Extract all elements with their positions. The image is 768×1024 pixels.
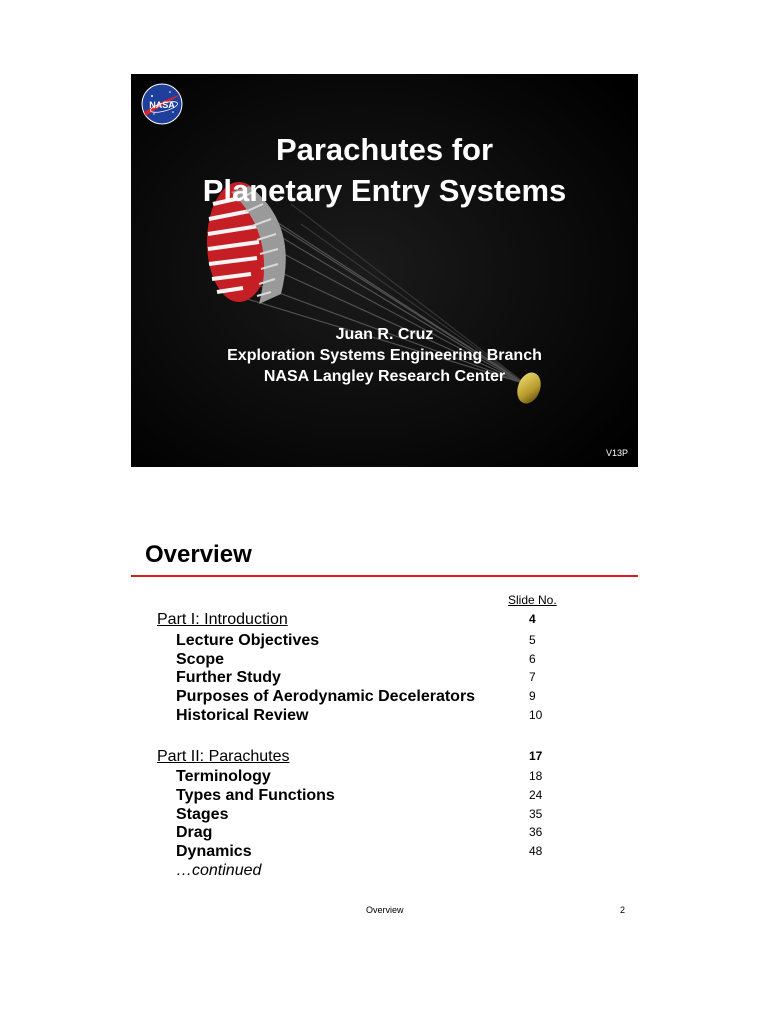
author-branch: Exploration Systems Engineering Branch bbox=[227, 347, 542, 364]
toc-item-label: Historical Review bbox=[176, 707, 309, 724]
toc-item-label: Lecture Objectives bbox=[176, 632, 320, 649]
toc-item-slide: 6 bbox=[529, 652, 536, 666]
toc-item-label: Stages bbox=[176, 806, 229, 823]
slide-title-line-2: Planetary Entry Systems bbox=[202, 173, 567, 208]
author-name: Juan R. Cruz bbox=[335, 326, 434, 343]
overview-title: Overview bbox=[145, 541, 252, 568]
toc-item-slide: 5 bbox=[529, 633, 536, 647]
toc-item-slide: 35 bbox=[529, 807, 543, 821]
toc-item-label: Terminology bbox=[176, 768, 271, 785]
toc-item-label: Types and Functions bbox=[176, 787, 335, 804]
toc-item-slide: 24 bbox=[529, 788, 543, 802]
toc-item-label: Drag bbox=[176, 824, 213, 841]
toc-part-label: Part I: Introduction bbox=[157, 611, 288, 628]
title-divider bbox=[131, 575, 638, 577]
toc-item-slide: 9 bbox=[529, 689, 536, 703]
toc-item-slide: 10 bbox=[529, 708, 543, 722]
toc-part-slide: 4 bbox=[529, 612, 536, 626]
toc-part-label: Part II: Parachutes bbox=[157, 748, 290, 765]
toc-item-label: Dynamics bbox=[176, 843, 252, 860]
toc-item-label: Scope bbox=[176, 651, 225, 668]
toc-part-slide: 17 bbox=[529, 749, 543, 763]
footer-label: Overview bbox=[366, 905, 404, 915]
slide-title-line-1: Parachutes for bbox=[275, 132, 494, 167]
author-center: NASA Langley Research Center bbox=[263, 368, 506, 385]
title-slide bbox=[131, 74, 638, 467]
slide-no-header: Slide No. bbox=[508, 593, 557, 607]
toc-item-label: Further Study bbox=[176, 669, 281, 686]
continued-note: …continued bbox=[176, 862, 262, 879]
toc-item-slide: 7 bbox=[529, 670, 536, 684]
toc-item-label: Purposes of Aerodynamic Decelerators bbox=[176, 688, 476, 705]
toc-item-slide: 36 bbox=[529, 825, 543, 839]
toc-item-slide: 18 bbox=[529, 769, 543, 783]
toc-item-slide: 48 bbox=[529, 844, 543, 858]
svg-text:NASA: NASA bbox=[149, 100, 175, 110]
footer-page-number: 2 bbox=[620, 905, 626, 915]
nasa-logo bbox=[140, 82, 184, 126]
version-label: V13P bbox=[605, 448, 628, 458]
